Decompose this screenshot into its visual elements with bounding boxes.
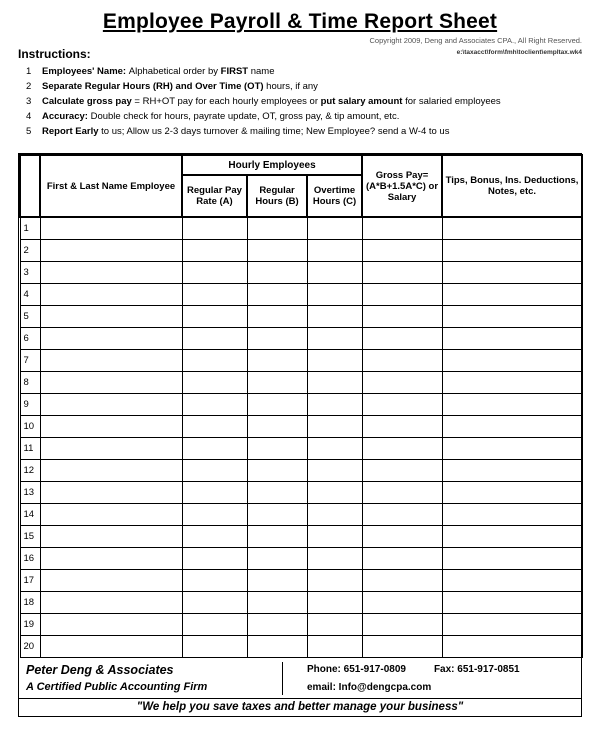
cell-regular-pay-rate xyxy=(182,526,247,548)
cell-tips-notes xyxy=(442,350,582,372)
footer xyxy=(19,658,581,698)
cell-overtime-hours xyxy=(307,438,362,460)
cell-tips-notes xyxy=(442,306,582,328)
cell-regular-pay-rate xyxy=(182,504,247,526)
table-row xyxy=(20,438,582,460)
cell-tips-notes xyxy=(442,614,582,636)
row-number: 8 xyxy=(20,372,40,394)
table-row xyxy=(20,636,582,658)
row-number: 15 xyxy=(20,526,40,548)
cell-overtime-hours xyxy=(307,240,362,262)
cell-regular-pay-rate xyxy=(182,328,247,350)
cell-regular-pay-rate xyxy=(182,350,247,372)
instruction-text: Calculate gross pay = RH+OT pay for each hourly employees or put salary amount for salaried employees xyxy=(42,96,501,107)
table-row xyxy=(20,504,582,526)
cell-regular-pay-rate xyxy=(182,592,247,614)
table-row xyxy=(20,262,582,284)
cell-regular-hours xyxy=(247,570,307,592)
cell-overtime-hours xyxy=(307,328,362,350)
payroll-table-wrapper xyxy=(18,153,582,717)
cell-gross-pay xyxy=(362,262,442,284)
cell-employee-name xyxy=(40,372,182,394)
cell-regular-hours xyxy=(247,482,307,504)
cell-gross-pay xyxy=(362,306,442,328)
cell-tips-notes xyxy=(442,526,582,548)
cell-overtime-hours xyxy=(307,416,362,438)
cell-overtime-hours xyxy=(307,482,362,504)
cell-gross-pay xyxy=(362,592,442,614)
table-row xyxy=(20,372,582,394)
col-header-overtime-hours: Overtime Hours (C) xyxy=(307,175,362,217)
table-header-group-row xyxy=(20,155,582,175)
row-number: 13 xyxy=(20,482,40,504)
cell-regular-pay-rate xyxy=(182,438,247,460)
cell-overtime-hours xyxy=(307,262,362,284)
cell-gross-pay xyxy=(362,438,442,460)
instructions-heading: Instructions: xyxy=(18,47,91,61)
table-row xyxy=(20,394,582,416)
cell-employee-name xyxy=(40,614,182,636)
cell-tips-notes xyxy=(442,570,582,592)
cell-gross-pay xyxy=(362,460,442,482)
cell-overtime-hours xyxy=(307,548,362,570)
cell-employee-name xyxy=(40,284,182,306)
cell-employee-name xyxy=(40,240,182,262)
cell-regular-pay-rate xyxy=(182,636,247,658)
cell-regular-pay-rate xyxy=(182,460,247,482)
cell-gross-pay xyxy=(362,284,442,306)
table-row xyxy=(20,526,582,548)
cell-regular-hours xyxy=(247,372,307,394)
cell-regular-pay-rate xyxy=(182,614,247,636)
cell-regular-hours xyxy=(247,240,307,262)
col-header-regular-hours: Regular Hours (B) xyxy=(247,175,307,217)
cell-overtime-hours xyxy=(307,350,362,372)
cell-gross-pay xyxy=(362,504,442,526)
cell-employee-name xyxy=(40,570,182,592)
cell-employee-name xyxy=(40,438,182,460)
row-number: 1 xyxy=(20,217,40,240)
cell-overtime-hours xyxy=(307,460,362,482)
cell-regular-hours xyxy=(247,548,307,570)
cell-regular-pay-rate xyxy=(182,240,247,262)
cell-regular-pay-rate xyxy=(182,262,247,284)
subheader-row xyxy=(18,47,582,61)
cell-tips-notes xyxy=(442,394,582,416)
cell-regular-pay-rate xyxy=(182,570,247,592)
table-row xyxy=(20,614,582,636)
table-row xyxy=(20,570,582,592)
cell-gross-pay xyxy=(362,570,442,592)
cell-gross-pay xyxy=(362,416,442,438)
cell-gross-pay xyxy=(362,372,442,394)
instruction-item xyxy=(26,79,582,94)
cell-regular-hours xyxy=(247,526,307,548)
table-row xyxy=(20,416,582,438)
cell-tips-notes xyxy=(442,372,582,394)
table-row xyxy=(20,460,582,482)
table-row xyxy=(20,328,582,350)
row-number: 17 xyxy=(20,570,40,592)
cell-employee-name xyxy=(40,526,182,548)
cell-regular-hours xyxy=(247,636,307,658)
cell-gross-pay xyxy=(362,394,442,416)
col-header-gross-pay: Gross Pay= (A*B+1.5A*C) or Salary xyxy=(362,155,442,217)
cell-tips-notes xyxy=(442,328,582,350)
phone-fax-line xyxy=(307,662,581,678)
table-row xyxy=(20,548,582,570)
cell-regular-hours xyxy=(247,416,307,438)
cell-regular-pay-rate xyxy=(182,284,247,306)
cell-regular-hours xyxy=(247,217,307,240)
cell-regular-pay-rate xyxy=(182,372,247,394)
row-number: 3 xyxy=(20,262,40,284)
cell-gross-pay xyxy=(362,614,442,636)
cell-regular-hours xyxy=(247,350,307,372)
cell-tips-notes xyxy=(442,438,582,460)
instruction-text: Separate Regular Hours (RH) and Over Time (OT) hours, if any xyxy=(42,81,318,92)
row-number-header xyxy=(20,155,40,217)
copyright-line: Copyright 2009, Deng and Associates CPA., All Right Reserved. xyxy=(369,36,582,45)
row-number: 19 xyxy=(20,614,40,636)
instruction-text: Accuracy: Double check for hours, payrate update, OT, gross pay, & tip amount, etc. xyxy=(42,111,400,122)
cell-regular-hours xyxy=(247,394,307,416)
cell-tips-notes xyxy=(442,482,582,504)
cell-overtime-hours xyxy=(307,570,362,592)
footer-contact-block xyxy=(282,662,581,695)
instruction-item xyxy=(26,109,582,124)
cell-gross-pay xyxy=(362,217,442,240)
fax-number: Fax: 651-917-0851 xyxy=(433,664,520,675)
cell-employee-name xyxy=(40,350,182,372)
instructions-list xyxy=(26,64,582,139)
instruction-item xyxy=(26,64,582,79)
cell-tips-notes xyxy=(442,416,582,438)
page-title: Employee Payroll & Time Report Sheet xyxy=(102,10,498,33)
cell-employee-name xyxy=(40,217,182,240)
cell-tips-notes xyxy=(442,217,582,240)
cell-regular-hours xyxy=(247,438,307,460)
instruction-item xyxy=(26,94,582,109)
cell-overtime-hours xyxy=(307,284,362,306)
table-row xyxy=(20,306,582,328)
row-number: 12 xyxy=(20,460,40,482)
cell-tips-notes xyxy=(442,592,582,614)
cell-regular-hours xyxy=(247,328,307,350)
cell-gross-pay xyxy=(362,350,442,372)
table-row xyxy=(20,217,582,240)
cell-overtime-hours xyxy=(307,217,362,240)
cell-gross-pay xyxy=(362,548,442,570)
cell-tips-notes xyxy=(442,636,582,658)
cell-regular-pay-rate xyxy=(182,394,247,416)
cell-regular-hours xyxy=(247,592,307,614)
cell-employee-name xyxy=(40,460,182,482)
cell-overtime-hours xyxy=(307,504,362,526)
tagline: "We help you save taxes and better manage your business" xyxy=(19,698,581,716)
col-header-tips-notes: Tips, Bonus, Ins. Deductions, Notes, etc. xyxy=(442,155,582,217)
cell-overtime-hours xyxy=(307,306,362,328)
table-row xyxy=(20,240,582,262)
cell-tips-notes xyxy=(442,240,582,262)
cell-regular-pay-rate xyxy=(182,548,247,570)
cell-tips-notes xyxy=(442,262,582,284)
row-number: 5 xyxy=(20,306,40,328)
cell-regular-pay-rate xyxy=(182,416,247,438)
cell-gross-pay xyxy=(362,240,442,262)
row-number: 9 xyxy=(20,394,40,416)
col-header-regular-pay-rate: Regular Pay Rate (A) xyxy=(182,175,247,217)
cell-employee-name xyxy=(40,306,182,328)
payroll-table xyxy=(19,154,583,658)
row-number: 16 xyxy=(20,548,40,570)
row-number: 7 xyxy=(20,350,40,372)
col-header-name: First & Last Name Employee xyxy=(40,155,182,217)
row-number: 4 xyxy=(20,284,40,306)
instruction-text: Employees' Name: Alphabetical order by FIRST name xyxy=(42,66,275,77)
cell-overtime-hours xyxy=(307,592,362,614)
cell-overtime-hours xyxy=(307,372,362,394)
cell-employee-name xyxy=(40,548,182,570)
cell-employee-name xyxy=(40,592,182,614)
cell-gross-pay xyxy=(362,636,442,658)
instruction-number: 3 xyxy=(26,96,32,107)
cell-regular-hours xyxy=(247,284,307,306)
table-row xyxy=(20,350,582,372)
cell-employee-name xyxy=(40,482,182,504)
cell-employee-name xyxy=(40,394,182,416)
file-path: e:\taxacct\form\fmh\toclient\empltax.wk4 xyxy=(456,49,582,56)
cell-employee-name xyxy=(40,504,182,526)
instruction-item xyxy=(26,124,582,139)
cell-regular-pay-rate xyxy=(182,482,247,504)
cell-employee-name xyxy=(40,636,182,658)
row-number: 18 xyxy=(20,592,40,614)
cell-overtime-hours xyxy=(307,636,362,658)
cell-overtime-hours xyxy=(307,526,362,548)
cell-employee-name xyxy=(40,328,182,350)
instruction-number: 5 xyxy=(26,126,32,137)
email-line: email: Info@dengcpa.com xyxy=(307,682,432,693)
cell-regular-hours xyxy=(247,262,307,284)
table-row xyxy=(20,592,582,614)
table-row xyxy=(20,284,582,306)
footer-firm-block xyxy=(19,662,282,695)
row-number: 14 xyxy=(20,504,40,526)
cell-regular-hours xyxy=(247,306,307,328)
cell-regular-hours xyxy=(247,614,307,636)
cell-employee-name xyxy=(40,262,182,284)
cell-regular-hours xyxy=(247,460,307,482)
cell-employee-name xyxy=(40,416,182,438)
phone-number: Phone: 651-917-0809 xyxy=(307,664,406,675)
row-number: 6 xyxy=(20,328,40,350)
cell-regular-pay-rate xyxy=(182,306,247,328)
row-number: 10 xyxy=(20,416,40,438)
cell-regular-pay-rate xyxy=(182,217,247,240)
instruction-text: Report Early to us; Allow us 2-3 days turnover & mailing time; New Employee? send a W-4 to us xyxy=(42,126,450,137)
cell-tips-notes xyxy=(442,284,582,306)
cell-gross-pay xyxy=(362,526,442,548)
cell-gross-pay xyxy=(362,482,442,504)
firm-name: Peter Deng & Associates xyxy=(26,663,174,677)
col-group-hourly-employees: Hourly Employees xyxy=(182,155,362,175)
cell-tips-notes xyxy=(442,548,582,570)
firm-subtitle: A Certified Public Accounting Firm xyxy=(26,681,208,693)
instruction-number: 2 xyxy=(26,81,32,92)
cell-regular-hours xyxy=(247,504,307,526)
instruction-number: 4 xyxy=(26,111,32,122)
cell-overtime-hours xyxy=(307,614,362,636)
cell-overtime-hours xyxy=(307,394,362,416)
instruction-number: 1 xyxy=(26,66,32,77)
row-number: 2 xyxy=(20,240,40,262)
cell-gross-pay xyxy=(362,328,442,350)
cell-tips-notes xyxy=(442,460,582,482)
cell-tips-notes xyxy=(442,504,582,526)
row-number: 11 xyxy=(20,438,40,460)
table-row xyxy=(20,482,582,504)
row-number: 20 xyxy=(20,636,40,658)
